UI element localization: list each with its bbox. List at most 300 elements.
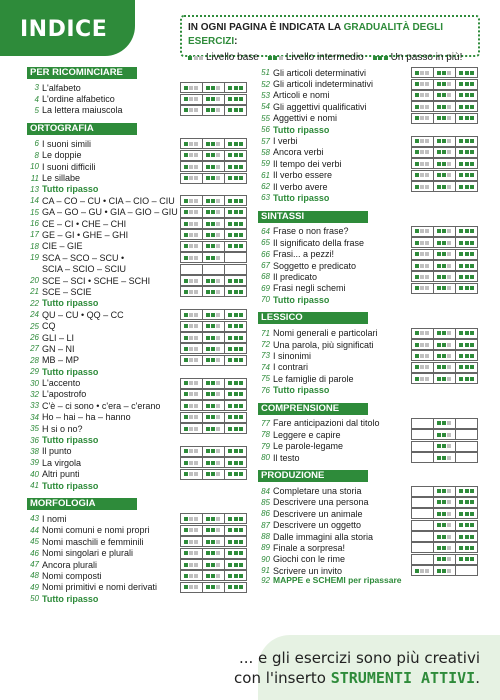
difficulty-square (188, 56, 192, 60)
page-number: 29 (30, 367, 39, 377)
difficulty-cell-level-1 (180, 355, 203, 366)
difficulty-square (470, 264, 474, 268)
index-entry[interactable] (258, 67, 478, 78)
index-entry[interactable] (258, 373, 478, 384)
difficulty-square (216, 279, 220, 283)
entry-label: Articoli e nomi (273, 90, 330, 101)
difficulty-square (228, 165, 232, 169)
difficulty-square (228, 336, 232, 340)
review-entry[interactable] (258, 384, 478, 395)
page-number: 76 (261, 385, 270, 395)
difficulty-square (425, 354, 429, 358)
difficulty-square (189, 256, 193, 260)
index-entry[interactable] (258, 429, 478, 440)
difficulty-cell-level-3 (455, 260, 478, 271)
difficulty-cell-level-3 (224, 457, 247, 468)
difficulty-square (470, 139, 474, 143)
page-number: 58 (261, 147, 270, 157)
footer-line-2-suffix: . (475, 669, 480, 687)
difficulty-square (447, 512, 451, 516)
index-entry[interactable] (27, 536, 247, 547)
difficulty-square (189, 358, 193, 362)
difficulty-square (206, 472, 210, 476)
index-entry[interactable] (27, 138, 247, 149)
difficulty-square (465, 512, 469, 516)
difficulty-square (442, 71, 446, 75)
index-entry[interactable] (27, 241, 247, 252)
index-entry[interactable] (258, 170, 478, 181)
difficulty-square (465, 93, 469, 97)
index-section (258, 211, 478, 306)
index-entry[interactable] (27, 161, 247, 172)
index-section (258, 403, 478, 464)
entry-label: Dalle immagini alla storia (273, 531, 374, 542)
difficulty-cells (180, 332, 247, 343)
difficulty-square (465, 241, 469, 245)
index-entry[interactable] (258, 248, 478, 259)
index-entry[interactable] (27, 377, 247, 388)
difficulty-cells (180, 469, 247, 480)
difficulty-cell-level-1 (411, 328, 434, 339)
index-entry[interactable] (258, 237, 478, 248)
section-heading: LESSICO (258, 312, 368, 324)
difficulty-square (211, 381, 215, 385)
difficulty-square (206, 97, 210, 101)
difficulty-square (470, 252, 474, 256)
difficulty-square (384, 56, 388, 60)
index-entry[interactable] (27, 457, 247, 468)
difficulty-square (228, 585, 232, 589)
review-entry[interactable] (27, 184, 247, 195)
difficulty-square (211, 313, 215, 317)
difficulty-square (234, 563, 238, 567)
difficulty-cell-level-2 (202, 218, 225, 229)
difficulty-cell-level-2 (433, 441, 456, 452)
index-entry[interactable] (258, 78, 478, 89)
index-entry[interactable] (27, 93, 247, 104)
index-entry[interactable] (258, 271, 478, 282)
difficulty-square (211, 449, 215, 453)
difficulty-square (442, 444, 446, 448)
page-number: 40 (30, 469, 39, 479)
difficulty-cell-level-1 (180, 389, 203, 400)
difficulty-square (216, 415, 220, 419)
difficulty-square (239, 358, 243, 362)
difficulty-square (194, 347, 198, 351)
difficulty-square (415, 275, 419, 279)
page-number: 78 (261, 430, 270, 440)
difficulty-square (437, 139, 441, 143)
entry-label: Il verbo avere (273, 181, 328, 192)
difficulty-cell-level-1 (180, 275, 203, 286)
difficulty-square (211, 244, 215, 248)
page-number: 28 (30, 355, 39, 365)
difficulty-cell-level-3 (224, 378, 247, 389)
difficulty-cell-level-3 (455, 90, 478, 101)
index-entry[interactable] (27, 355, 247, 366)
difficulty-square (378, 56, 382, 60)
difficulty-square (194, 86, 198, 90)
index-entry[interactable] (27, 320, 247, 331)
difficulty-square (420, 286, 424, 290)
difficulty-square (194, 574, 198, 578)
index-entry[interactable] (27, 263, 247, 274)
difficulty-square (211, 404, 215, 408)
index-entry[interactable] (27, 275, 247, 286)
index-entry[interactable] (27, 105, 247, 116)
difficulty-square (415, 71, 419, 75)
difficulty-square (189, 517, 193, 521)
index-entry[interactable] (27, 423, 247, 434)
difficulty-cell-level-2 (202, 389, 225, 400)
entry-label: Frasi... a pezzi! (273, 249, 335, 260)
page-number: 20 (30, 276, 39, 286)
difficulty-cell-level-3 (224, 469, 247, 480)
index-entry[interactable] (258, 362, 478, 373)
difficulty-square (184, 165, 188, 169)
difficulty-cell-level-1 (180, 525, 203, 536)
difficulty-square (459, 500, 463, 504)
difficulty-square (189, 279, 193, 283)
index-entry[interactable] (258, 497, 478, 508)
difficulty-square (437, 71, 441, 75)
difficulty-cells (180, 94, 247, 105)
difficulty-square (211, 563, 215, 567)
difficulty-square (470, 150, 474, 154)
difficulty-square (425, 343, 429, 347)
index-entry[interactable] (258, 147, 478, 158)
page-number: 70 (261, 295, 270, 305)
index-entry[interactable] (27, 389, 247, 400)
difficulty-cell-level-1 (180, 94, 203, 105)
difficulty-square (211, 540, 215, 544)
difficulty-square (234, 222, 238, 226)
entry-label: Tutto ripasso (42, 480, 99, 491)
entry-label: Altri punti (42, 469, 80, 480)
difficulty-cell-level-1 (411, 181, 434, 192)
difficulty-square (194, 381, 198, 385)
difficulty-square (239, 86, 243, 90)
legend-levels (188, 51, 472, 65)
difficulty-cell-level-1 (180, 286, 203, 297)
difficulty-cell-level-1 (180, 536, 203, 547)
difficulty-square (184, 142, 188, 146)
page-number: 17 (30, 230, 39, 240)
index-entry[interactable] (27, 286, 247, 297)
difficulty-cell-empty (455, 565, 478, 576)
difficulty-square (447, 546, 451, 550)
difficulty-square (189, 290, 193, 294)
index-entry[interactable] (258, 113, 478, 124)
index-entry[interactable] (258, 90, 478, 101)
index-entry[interactable] (258, 554, 478, 565)
index-entry[interactable] (27, 150, 247, 161)
difficulty-square (206, 563, 210, 567)
review-entry[interactable] (27, 366, 247, 377)
difficulty-square (194, 358, 198, 362)
difficulty-square (206, 517, 210, 521)
index-entry[interactable] (258, 226, 478, 237)
index-entry[interactable] (258, 283, 478, 294)
index-entry[interactable] (27, 195, 247, 206)
difficulty-cell-level-1 (180, 570, 203, 581)
difficulty-square (184, 574, 188, 578)
difficulty-square (239, 404, 243, 408)
entry-label: Il testo (273, 452, 300, 463)
page-number: 5 (34, 105, 39, 115)
review-entry[interactable] (258, 124, 478, 135)
difficulty-square (470, 229, 474, 233)
difficulty-square (447, 444, 451, 448)
difficulty-square (239, 108, 243, 112)
difficulty-square (189, 551, 193, 555)
difficulty-cell-level-3 (224, 207, 247, 218)
index-entry[interactable] (258, 565, 478, 576)
difficulty-cell-level-1 (180, 218, 203, 229)
difficulty-cell-empty (180, 264, 203, 275)
difficulty-cell-level-3 (224, 286, 247, 297)
difficulty-square (194, 290, 198, 294)
index-entry[interactable] (258, 101, 478, 112)
index-entry[interactable] (258, 181, 478, 192)
difficulty-square (234, 233, 238, 237)
difficulty-square (425, 105, 429, 109)
review-entry[interactable] (258, 576, 478, 594)
entry-label: Gli aggettivi qualificativi (273, 101, 367, 112)
index-entry[interactable] (27, 547, 247, 558)
index-entry[interactable] (27, 412, 247, 423)
difficulty-square (268, 56, 272, 60)
difficulty-cell-empty (411, 520, 434, 531)
difficulty-square (447, 365, 451, 369)
difficulty-cell-level-2 (202, 525, 225, 536)
difficulty-square (459, 93, 463, 97)
difficulty-square (465, 354, 469, 358)
difficulty-square (206, 528, 210, 532)
index-entry[interactable] (27, 309, 247, 320)
difficulty-cell-level-1 (411, 147, 434, 158)
difficulty-cell-empty (411, 497, 434, 508)
index-entry[interactable] (27, 469, 247, 480)
difficulty-cell-level-2 (433, 362, 456, 373)
index-entry[interactable] (258, 441, 478, 452)
difficulty-cell-level-2 (433, 350, 456, 361)
difficulty-cell-level-3 (455, 113, 478, 124)
index-entry[interactable] (27, 343, 247, 354)
difficulty-square (447, 421, 451, 425)
entry-label: I suoni simili (42, 138, 92, 149)
difficulty-square (239, 199, 243, 203)
difficulty-square (442, 546, 446, 550)
review-entry[interactable] (258, 192, 478, 203)
index-entry[interactable] (27, 332, 247, 343)
index-entry[interactable] (27, 400, 247, 411)
difficulty-cells (411, 486, 478, 497)
difficulty-cells (411, 158, 478, 169)
difficulty-cell-level-3 (455, 170, 478, 181)
difficulty-cell-level-3 (224, 195, 247, 206)
page-number: 77 (261, 418, 270, 428)
difficulty-square (184, 461, 188, 465)
index-entry[interactable] (258, 520, 478, 531)
index-entry[interactable] (258, 339, 478, 350)
entry-label: Tutto ripasso (42, 184, 99, 195)
review-entry[interactable] (27, 480, 247, 491)
difficulty-square (465, 150, 469, 154)
difficulty-square (189, 404, 193, 408)
index-entry[interactable] (258, 158, 478, 169)
section-heading: PER RICOMINCIARE (27, 67, 137, 79)
difficulty-square (189, 461, 193, 465)
difficulty-square (442, 433, 446, 437)
difficulty-cells (180, 218, 247, 229)
difficulty-cell-level-3 (455, 67, 478, 78)
difficulty-cells (180, 241, 247, 252)
review-entry[interactable] (27, 593, 247, 604)
difficulty-square (415, 569, 419, 573)
difficulty-cells (180, 105, 247, 116)
index-entry[interactable] (258, 485, 478, 496)
difficulty-square (184, 279, 188, 283)
difficulty-cell-level-1 (180, 423, 203, 434)
difficulty-cell-level-3 (224, 582, 247, 593)
page-number: 69 (261, 283, 270, 293)
review-entry[interactable] (27, 434, 247, 445)
index-entry[interactable] (258, 452, 478, 463)
difficulty-square (206, 336, 210, 340)
page-number: 15 (30, 207, 39, 217)
index-entry[interactable] (258, 531, 478, 542)
difficulty-square (470, 546, 474, 550)
difficulty-square (234, 574, 238, 578)
difficulty-square (470, 557, 474, 561)
entry-label: H si o no? (42, 423, 83, 434)
index-entry[interactable] (27, 446, 247, 457)
difficulty-square (234, 347, 238, 351)
index-entry[interactable] (27, 172, 247, 183)
difficulty-square (234, 415, 238, 419)
difficulty-cell-level-2 (202, 582, 225, 593)
difficulty-square (211, 256, 215, 260)
difficulty-square (239, 585, 243, 589)
difficulty-cell-level-3 (455, 237, 478, 248)
difficulty-square (459, 523, 463, 527)
index-entry[interactable] (258, 542, 478, 553)
difficulty-cell-level-3 (455, 271, 478, 282)
index-entry[interactable] (27, 582, 247, 593)
index-entry[interactable] (27, 252, 247, 263)
difficulty-square (465, 546, 469, 550)
difficulty-square (447, 286, 451, 290)
difficulty-cell-level-3 (455, 181, 478, 192)
difficulty-cell-level-3 (224, 423, 247, 434)
difficulty-square (420, 569, 424, 573)
index-entry[interactable] (258, 327, 478, 338)
difficulty-square (442, 365, 446, 369)
index-entry[interactable] (27, 570, 247, 581)
difficulty-cell-level-2 (202, 513, 225, 524)
difficulty-square (206, 415, 210, 419)
index-entry[interactable] (258, 260, 478, 271)
difficulty-square (234, 176, 238, 180)
entry-label: Il significato della frase (273, 237, 365, 248)
difficulty-square (194, 210, 198, 214)
index-entry[interactable] (27, 229, 247, 240)
difficulty-cells (180, 264, 247, 275)
index-entry[interactable] (258, 135, 478, 146)
difficulty-cell-level-2 (433, 181, 456, 192)
difficulty-cell-level-3 (455, 136, 478, 147)
difficulty-square (216, 381, 220, 385)
entry-label: C'è – ci sono • c'era – c'erano (42, 400, 161, 411)
entry-label: Leggere e capire (273, 429, 341, 440)
difficulty-square (216, 427, 220, 431)
difficulty-square (437, 105, 441, 109)
index-entry[interactable] (27, 559, 247, 570)
entry-label: La virgola (42, 457, 82, 468)
difficulty-square (206, 585, 210, 589)
page-number: 88 (261, 532, 270, 542)
difficulty-cell-level-1 (180, 400, 203, 411)
difficulty-square (189, 108, 193, 112)
difficulty-cell-level-3 (224, 355, 247, 366)
difficulty-square (211, 199, 215, 203)
difficulty-square (459, 377, 463, 381)
page-number: 53 (261, 90, 270, 100)
difficulty-square (184, 108, 188, 112)
difficulty-square (189, 336, 193, 340)
difficulty-cells (180, 286, 247, 297)
difficulty-cells (180, 173, 247, 184)
difficulty-square (447, 489, 451, 493)
difficulty-square (447, 354, 451, 358)
index-entry[interactable] (27, 82, 247, 93)
difficulty-square (228, 381, 232, 385)
difficulty-square (184, 222, 188, 226)
difficulty-cell-level-2 (433, 283, 456, 294)
page-number: 84 (261, 486, 270, 496)
difficulty-square (228, 222, 232, 226)
difficulty-square (199, 56, 203, 60)
difficulty-cells (411, 328, 478, 339)
review-entry[interactable] (258, 294, 478, 305)
index-entry[interactable] (27, 218, 247, 229)
difficulty-square (239, 528, 243, 532)
index-entry[interactable] (27, 207, 247, 218)
difficulty-cell-level-2 (202, 332, 225, 343)
difficulty-square (447, 433, 451, 437)
difficulty-cell-level-3 (455, 497, 478, 508)
difficulty-square (206, 199, 210, 203)
index-entry[interactable] (27, 525, 247, 536)
difficulty-square (206, 551, 210, 555)
page-number: 26 (30, 333, 39, 342)
difficulty-square (194, 256, 198, 260)
legend-level-label: Livello intermedio (285, 52, 364, 63)
difficulty-square (415, 229, 419, 233)
entry-label: Il punto (42, 446, 72, 457)
index-entry[interactable] (27, 513, 247, 524)
index-entry[interactable] (258, 508, 478, 519)
index-entry[interactable] (258, 350, 478, 361)
index-entry[interactable] (258, 418, 478, 429)
difficulty-square (206, 86, 210, 90)
difficulty-cell-level-2 (202, 94, 225, 105)
difficulty-square (184, 290, 188, 294)
difficulty-square (415, 264, 419, 268)
difficulty-square (415, 162, 419, 166)
review-entry[interactable] (27, 298, 247, 309)
